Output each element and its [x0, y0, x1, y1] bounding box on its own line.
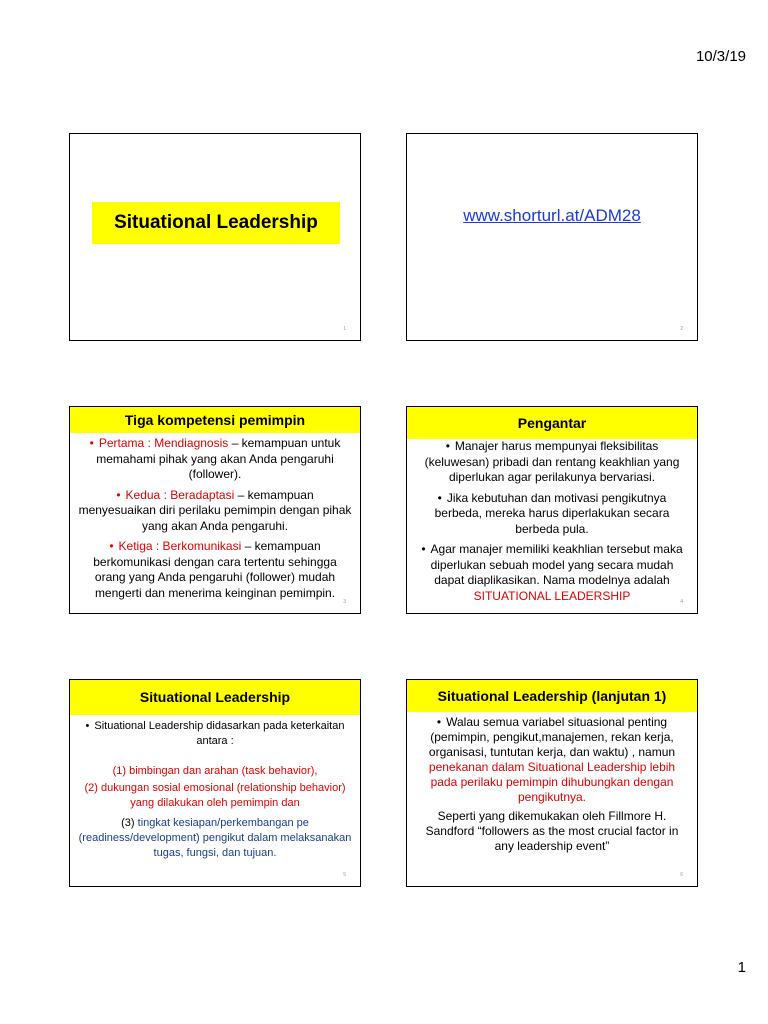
- slide-title: Tiga kompetensi pemimpin: [70, 407, 360, 433]
- item-term: Ketiga : Berkomunikasi: [118, 539, 242, 553]
- list-item: • Jika kebutuhan dan motivasi pengikutnya berbeda, mereka harus diperlakukan secara berbeda pula.: [415, 491, 689, 538]
- slide-title: Situational Leadership: [92, 202, 340, 244]
- list-item-1: (1) bimbingan dan arahan (task behavior),: [112, 765, 318, 777]
- slide-3: [69, 406, 361, 614]
- item-text: – kemampuan menyesuaikan diri perilaku pemimpin dengan pihak yang akan Anda pengaruhi.: [78, 487, 352, 533]
- slide-body: [407, 712, 697, 856]
- date: 10/3/19: [695, 48, 746, 65]
- item-text: – kemampuan untuk memahami pihak yang akan Anda pengaruhi (follower).: [96, 436, 341, 481]
- slide-title: Situational Leadership (lanjutan 1): [407, 680, 697, 712]
- slide-number: 6: [680, 872, 683, 878]
- list-item-3: (3) tingkat kesiapan/perkembangan pe (readiness/development) pengikut dalam melaksanakan tugas, fungsi, dan tujuan.: [78, 817, 352, 859]
- list-item: [78, 488, 352, 535]
- slide-number: 3: [343, 599, 346, 605]
- list-item-2: (2) dukungan sosial emosional (relationship behavior) yang dilakukan oleh pemimpin dan: [84, 782, 346, 809]
- slide-number: 1: [343, 326, 346, 332]
- slide-title: Situational Leadership: [70, 680, 360, 715]
- slide-body: [70, 715, 360, 863]
- slide-5: [69, 679, 361, 887]
- item-term: Kedua : Beradaptasi: [125, 487, 235, 502]
- list-item: [415, 542, 689, 604]
- slide-4: [406, 406, 698, 614]
- page-number: 1: [737, 959, 746, 976]
- item-text: Agar manajer memiliki keakhlian tersebut maka diperlukan sebuah model yang secara mudah dapat diaplikasikan. Nama modelnya adalah: [430, 542, 683, 587]
- slide-title: Pengantar: [407, 407, 697, 439]
- slide-2: [406, 133, 698, 341]
- item-term: Pertama : Mendiagnosis: [98, 436, 229, 450]
- slide-6: [406, 679, 698, 887]
- item-text: – kemampuan berkomunikasi dengan cara tertentu sehingga orang yang Anda pengaruhi (follower) mudah mengerti dan menerima keinginan pemimpin.: [93, 539, 337, 600]
- intro-text: • Situational Leadership didasarkan pada keterkaitan antara :: [78, 719, 352, 749]
- slide-body: [407, 439, 697, 606]
- slide-number: 5: [343, 872, 346, 878]
- slide-1: [69, 133, 361, 341]
- list-item: [78, 539, 352, 601]
- list-item: [78, 436, 352, 483]
- list-item: • Manajer harus mempunyai fleksibilitas (keluwesan) pribadi dan rentang keakhlian yang diperlukan agar perilakunya bervariasi.: [415, 439, 689, 486]
- paragraph-2: Seperti yang dikemukakan oleh Fillmore H. Sandford “followers as the most crucial factor in any leadership event”: [425, 809, 679, 853]
- slide-body: [70, 433, 360, 603]
- slide-number: 4: [680, 599, 683, 605]
- highlight-text: SITUATIONAL LEADERSHIP: [473, 588, 631, 603]
- paragraph-1: • Walau semua variabel situasional penting (pemimpin, pengikut,manajemen, rekan kerja, organisasi, tuntutan kerja, dan waktu) , namun penekanan dalam Situational Leadership lebih pada perilaku pemimpin dihubungkan dengan pengikutnya.: [415, 715, 689, 805]
- shorturl-link[interactable]: www.shorturl.at/ADM28: [463, 206, 641, 225]
- slide-number: 2: [680, 326, 683, 332]
